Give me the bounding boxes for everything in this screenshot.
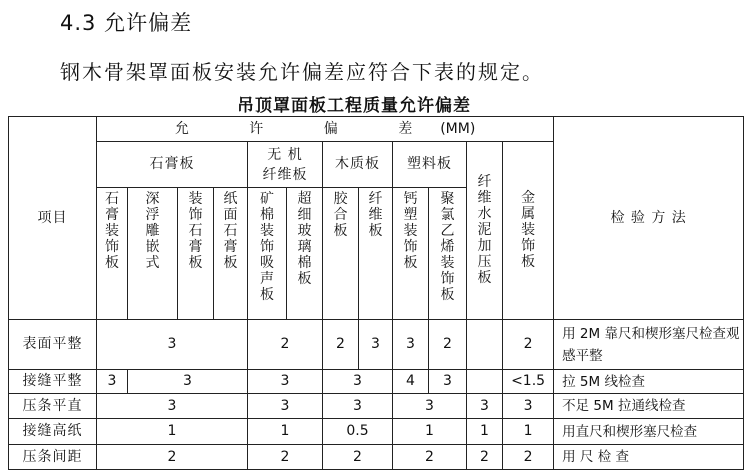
row-method: 不足 5M 拉通线检查 bbox=[554, 394, 744, 419]
row-method: 用 尺 检 查 bbox=[554, 445, 744, 470]
cell-value: 3 bbox=[248, 370, 323, 394]
row-method: 用 2M 靠尺和楔形塞尺检查观感平整 bbox=[554, 320, 744, 370]
row-item: 接缝高纸 bbox=[9, 419, 97, 445]
tolerance-table bbox=[8, 116, 744, 470]
table-row bbox=[9, 320, 744, 370]
cell-value: 2 bbox=[429, 320, 467, 370]
sub-fiberboard-header bbox=[359, 188, 393, 320]
cell-value: 3 bbox=[323, 394, 393, 419]
sub-gypsum-decor-header bbox=[97, 188, 128, 320]
sub-calcium-plastic-label: 钙塑装饰板 bbox=[403, 191, 418, 271]
cell-value: 3 bbox=[97, 370, 128, 394]
sub-glass-wool-label: 超细玻璃棉板 bbox=[297, 191, 312, 287]
sub-calcium-plastic-header bbox=[393, 188, 429, 320]
table-row bbox=[9, 419, 744, 445]
cell-value: 3 bbox=[97, 320, 248, 370]
cell-value: 2 bbox=[323, 320, 359, 370]
sub-decor-gypsum-label: 装饰石膏板 bbox=[188, 191, 203, 271]
cell-value: 2 bbox=[323, 445, 393, 470]
item-header: 项目 bbox=[9, 117, 97, 320]
cell-value: 2 bbox=[503, 320, 554, 370]
row-method: 用直尺和楔形塞尺检查 bbox=[554, 419, 744, 445]
metal-label: 金属装饰板 bbox=[521, 190, 536, 270]
cell-value: 3 bbox=[359, 320, 393, 370]
cell-value: 3 bbox=[393, 394, 467, 419]
group-gypsum-header: 石膏板 bbox=[97, 142, 248, 188]
sub-paper-gypsum-label: 纸面石膏板 bbox=[223, 191, 238, 271]
sub-pvc-header bbox=[429, 188, 467, 320]
cell-value: 2 bbox=[503, 445, 554, 470]
group-fiber-cement-header bbox=[467, 142, 503, 320]
cell-value bbox=[467, 320, 503, 370]
sub-mineral-wool-label: 矿棉装饰吸声板 bbox=[260, 191, 274, 303]
sub-deep-relief-label: 深浮雕嵌式 bbox=[145, 191, 160, 271]
sub-gypsum-decor-label: 石膏装饰板 bbox=[105, 191, 119, 271]
cell-value: 1 bbox=[248, 419, 323, 445]
cell-value: 3 bbox=[97, 394, 248, 419]
cell-value: 3 bbox=[503, 394, 554, 419]
intro-paragraph: 钢木骨架罩面板安装允许偏差应符合下表的规定。 bbox=[60, 60, 544, 84]
fiber-cement-label: 纤维水泥加压板 bbox=[477, 174, 492, 286]
table-title: 吊顶罩面板工程质量允许偏差 bbox=[237, 96, 471, 116]
cell-value: 2 bbox=[393, 445, 467, 470]
deviation-header-label: 允 许 偏 差 bbox=[174, 120, 441, 137]
group-plastic-header: 塑料板 bbox=[393, 142, 467, 188]
cell-value: 1 bbox=[467, 419, 503, 445]
row-item: 压条平直 bbox=[9, 394, 97, 419]
row-method: 拉 5M 线检查 bbox=[554, 370, 744, 394]
cell-value: 0.5 bbox=[323, 419, 393, 445]
cell-value: 2 bbox=[248, 320, 323, 370]
sub-deep-relief-header bbox=[128, 188, 178, 320]
sub-paper-gypsum-header bbox=[214, 188, 248, 320]
cell-value: 3 bbox=[429, 370, 467, 394]
table-row bbox=[9, 394, 744, 419]
cell-value: 3 bbox=[128, 370, 248, 394]
cell-value: 1 bbox=[97, 419, 248, 445]
sub-plywood-header bbox=[323, 188, 359, 320]
table-row bbox=[9, 445, 744, 470]
row-item: 压条间距 bbox=[9, 445, 97, 470]
row-item: 表面平整 bbox=[9, 320, 97, 370]
cell-value: 1 bbox=[393, 419, 467, 445]
cell-value: 4 bbox=[393, 370, 429, 394]
group-wood-header: 木质板 bbox=[323, 142, 393, 188]
section-heading: 4.3 允许偏差 bbox=[60, 11, 193, 35]
unit-label: (MM) bbox=[440, 120, 476, 137]
cell-value: 2 bbox=[248, 445, 323, 470]
sub-glass-wool-header bbox=[287, 188, 323, 320]
cell-value: 3 bbox=[248, 394, 323, 419]
cell-value: 2 bbox=[97, 445, 248, 470]
sub-decor-gypsum-header bbox=[178, 188, 214, 320]
method-header: 检 验 方 法 bbox=[554, 117, 744, 320]
deviation-header bbox=[97, 117, 554, 142]
cell-value: <1.5 bbox=[503, 370, 554, 394]
row-item: 接缝平整 bbox=[9, 370, 97, 394]
group-metal-header bbox=[503, 142, 554, 320]
cell-value bbox=[467, 370, 503, 394]
cell-value: 3 bbox=[467, 394, 503, 419]
cell-value: 3 bbox=[393, 320, 429, 370]
table-row bbox=[9, 370, 744, 394]
cell-value: 2 bbox=[467, 445, 503, 470]
sub-plywood-label: 胶合板 bbox=[333, 191, 348, 239]
sub-pvc-label: 聚氯乙烯装饰板 bbox=[440, 191, 455, 303]
sub-mineral-wool-header bbox=[248, 188, 287, 320]
sub-fiberboard-label: 纤维板 bbox=[368, 191, 383, 239]
cell-value: 1 bbox=[503, 419, 554, 445]
group-inorganic-fiber-header: 无 机 纤维板 bbox=[248, 142, 323, 188]
cell-value: 3 bbox=[323, 370, 393, 394]
